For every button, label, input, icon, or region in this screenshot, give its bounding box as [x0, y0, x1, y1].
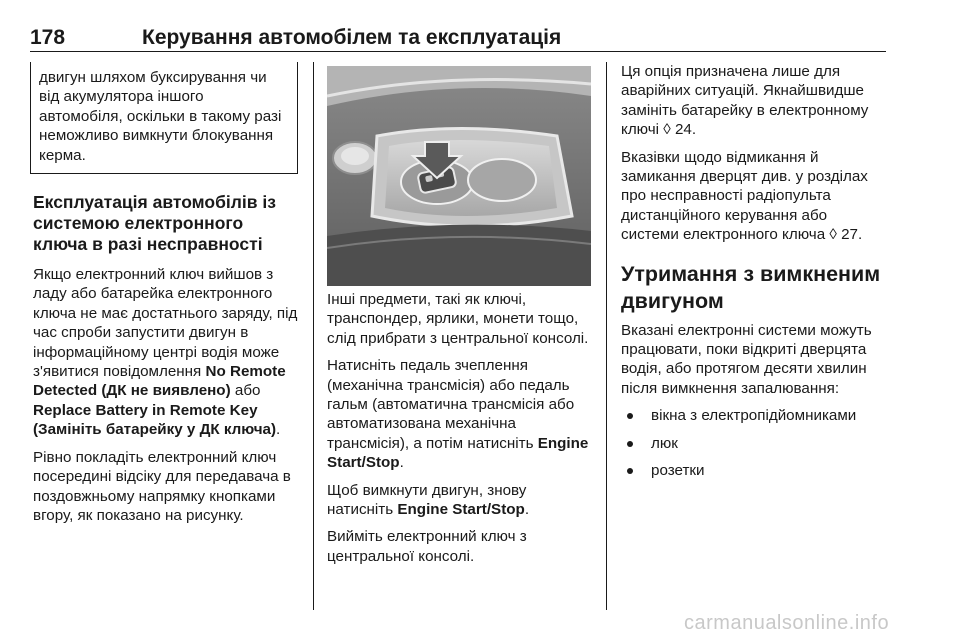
console-illustration-svg	[327, 66, 591, 286]
paragraph-text: Ця опція призначена лише для аварійних ситуацій. Якнайшвидше замініть батарейку в електронному ключі	[621, 63, 869, 139]
note-box	[30, 62, 298, 174]
list-item	[621, 434, 887, 453]
paragraph: Рівно покладіть електронний ключ посередині відсіку для передавача в поздовжньому напрямку кнопками вгору, як показано на рисунку.	[33, 448, 291, 524]
bullet-icon	[627, 468, 633, 474]
paragraph-text: .	[524, 501, 530, 519]
paragraph: Вказані електронні системи можуть працювати, поки відкриті дверцята водія, або протягом десяти хвилин після вимкнення запалювання:	[621, 321, 872, 397]
page-header	[30, 22, 886, 52]
paragraph-text: .	[399, 454, 404, 472]
bullet-icon	[627, 413, 633, 419]
paragraph: Вийміть електронний ключ з центральної консолі.	[327, 528, 527, 565]
paragraph	[327, 481, 593, 520]
paragraph	[621, 62, 887, 140]
column-divider-1	[313, 62, 314, 610]
list-item	[621, 461, 887, 480]
list-item	[621, 406, 887, 425]
column-3	[621, 62, 887, 489]
note-text: двигун шляхом буксирування чи від акумулятора іншого автомобіля, оскільки в такому разі неможливо вимкнути блокування керма.	[39, 69, 282, 164]
paragraph-text: Натисніть педаль зчеплення (механічна трансмісія) або педаль гальм (автоматична трансмісія або автоматизована механічна трансмісія), а потім натисніть	[327, 357, 575, 452]
paragraph	[327, 356, 593, 472]
paragraph-text: Якщо електронний ключ вийшов з ладу або батарейка електронного ключа не має достатнього заряду, під час спроби запустити двигун в інформаційному центрі водія може з'явитися повідомлення	[33, 266, 298, 381]
paragraph-text: Щоб вимкнути двигун, знову натисніть	[327, 481, 527, 519]
paragraph	[33, 265, 299, 440]
column-2	[327, 290, 593, 574]
page-reference-link[interactable]: ◊ 27.	[829, 226, 863, 244]
section-heading-engine-off: Утримання з вимкненим двигуном	[621, 261, 881, 313]
paragraph: Інші предмети, такі як ключі, транспондер, ярлики, монети тощо, слід прибрати з центральної консолі.	[327, 291, 589, 347]
watermark: carmanualsonline.info	[684, 612, 890, 634]
bullet-list	[621, 406, 887, 480]
paragraph	[621, 148, 887, 245]
paragraph-text: або	[230, 382, 261, 400]
list-item-text: розетки	[651, 462, 705, 480]
paragraph-text: .	[276, 421, 281, 439]
chapter-title: Керування автомобілем та експлуатація	[142, 26, 562, 49]
list-item-text: вікна з електропідйомниками	[651, 407, 857, 425]
engine-start-stop-label: Engine Start/Stop	[327, 434, 589, 472]
bullet-icon	[627, 441, 633, 447]
page-reference-link[interactable]: ◊ 24.	[663, 121, 697, 139]
section-heading-malfunction: Експлуатація автомобілів із системою електронного ключа в разі несправності	[33, 192, 276, 255]
column-1	[33, 62, 299, 533]
message-no-remote: No Remote Detected (ДК не виявлено)	[33, 363, 286, 400]
header-rule	[30, 51, 886, 52]
list-item-text: люк	[651, 434, 678, 452]
column-divider-2	[606, 62, 607, 610]
page-number: 178	[30, 26, 66, 49]
console-illustration	[327, 66, 591, 286]
message-replace-battery: Replace Battery in Remote Key (Замініть батарейку у ДК ключа)	[33, 401, 277, 439]
engine-start-stop-label: Engine Start/Stop	[397, 501, 525, 519]
paragraph-text: Вказівки щодо відмикання й замикання дверцят див. у розділах про несправності радіопульта дистанційного керування або системи електронного ключа	[621, 148, 868, 244]
